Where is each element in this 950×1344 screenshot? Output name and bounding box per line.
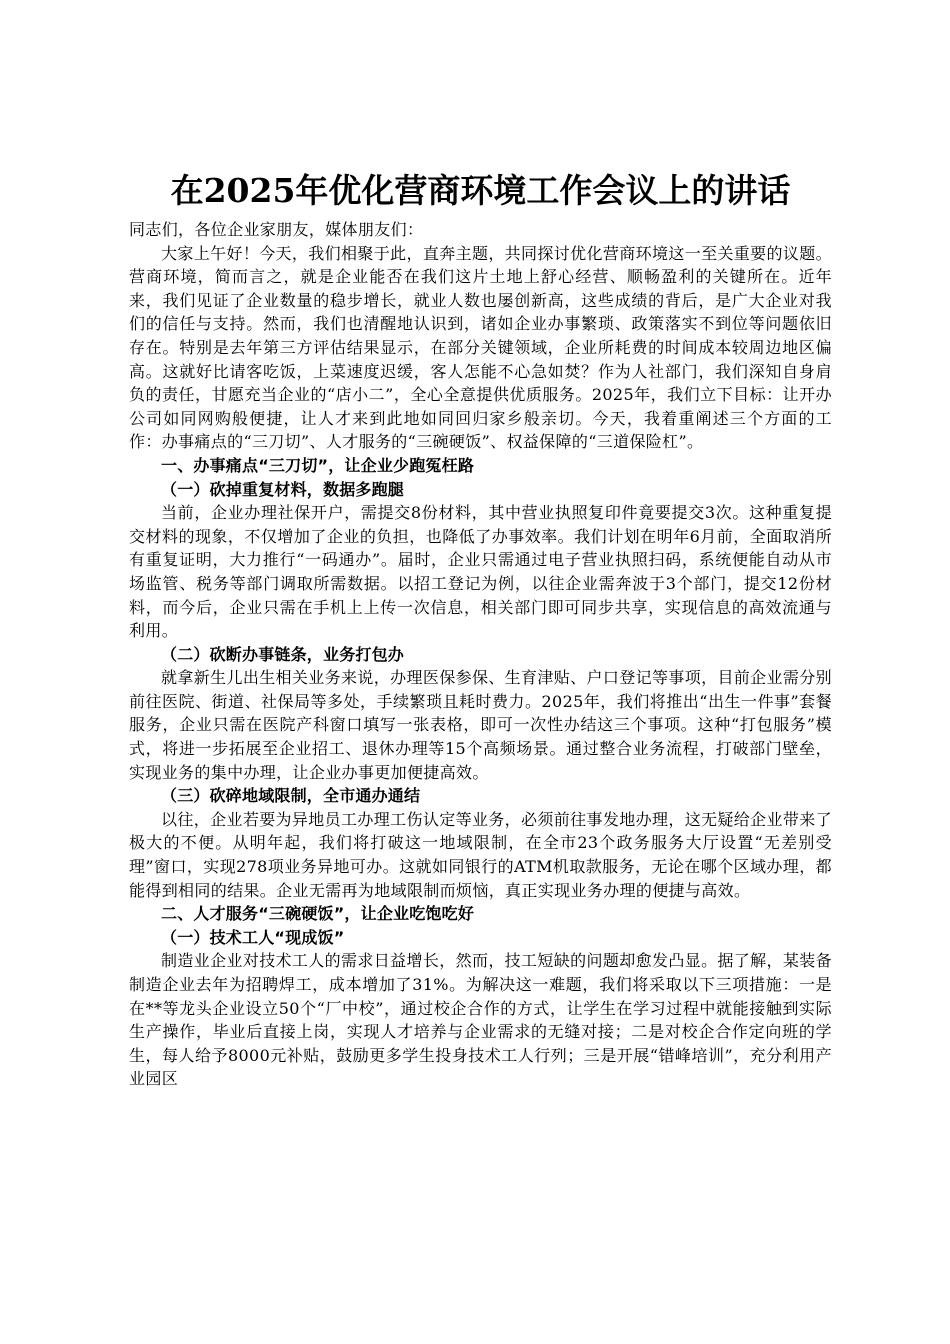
title-suffix: 年优化营商环境工作会议上的讲话	[295, 171, 791, 210]
section-1-sub-2-body: 就拿新生儿出生相关业务来说，办理医保参保、生育津贴、户口登记等事项，目前企业需分别前往医院、街道、社保局等多处，手续繁琐且耗时费力。2025年，我们将推出“出生一件事”套餐服务，企业只需在医院产科窗口填写一张表格，即可一次性办结这三个事项。这种“打包服务”模式，将进一步拓展至企业招工、退休办理等15个高频场景。通过整合业务流程，打破部门壁垒，实现业务的集中办理，让企业办事更加便捷高效。	[129, 668, 832, 782]
title-year: 2025	[203, 171, 296, 210]
document-page	[129, 168, 832, 1091]
section-1-sub-1-body: 当前，企业办理社保开户，需提交8份材料，其中营业执照复印件竟要提交3次。这种重复提交材料的现象，不仅增加了企业的负担，也降低了办事效率。我们计划在明年6月前，全面取消所有重复证明，大力推行“一码通办”。届时，企业只需通过电子营业执照扫码，系统便能自动从市场监管、税务等部门调取所需数据。以招工登记为例，以往企业需奔波于3个部门，提交12份材料，而今后，企业只需在手机上上传一次信息，相关部门即可同步共享，实现信息的高效流通与利用。	[129, 503, 832, 641]
section-1-sub-1-heading: （一）砍掉重复材料，数据多跑腿	[161, 479, 405, 499]
document-title	[129, 168, 832, 214]
section-2-heading: 二、人才服务“三碗硬饭”，让企业吃饱吃好	[161, 904, 475, 924]
section-2-sub-1-body: 制造业企业对技术工人的需求日益增长，然而，技工短缺的问题却愈发凸显。据了解，某装备制造企业去年为招聘焊工，成本增加了31%。为解决这一难题，我们将采取以下三项措施：一是在**等龙头企业设立50个“厂中校”，通过校企合作的方式，让学生在学习过程中就能接触到实际生产操作，毕业后直接上岗，实现人才培养与企业需求的无缝对接；二是对校企合作定向班的学生，每人给予8000元补贴，鼓励更多学生投身技术工人行列；三是开展“错峰培训”，充分利用产业园区	[129, 951, 832, 1089]
intro-paragraph: 大家上午好！今天，我们相聚于此，直奔主题，共同探讨优化营商环境这一至关重要的议题。营商环境，简而言之，就是企业能否在我们这片土地上舒心经营、顺畅盈利的关键所在。近年来，我们见证了企业数量的稳步增长，就业人数也屡创新高，这些成绩的背后，是广大企业对我们的信任与支持。然而，我们也清醒地认识到，诸如企业办事繁琐、政策落实不到位等问题依旧存在。特别是去年第三方评估结果显示，在部分关键领域，企业所耗费的时间成本较周边地区偏高。这就好比请客吃饭，上菜速度迟缓，客人怎能不心急如焚？作为人社部门，我们深知自身肩负的责任，甘愿充当企业的“店小二”，全心全意提供优质服务。2025年，我们立下目标：让开办公司如同网购般便捷，让人才来到此地如同回归家乡般亲切。今天，我着重阐述三个方面的工作：办事痛点的“三刀切”、人才服务的“三碗硬饭”、权益保障的“三道保险杠”。	[129, 243, 832, 452]
section-1-heading: 一、办事痛点“三刀切”，让企业少跑冤枉路	[161, 455, 475, 475]
section-2-sub-1-heading: （一）技术工人“现成饭”	[161, 927, 345, 947]
section-1-sub-2-heading: （二）砍断办事链条，业务打包办	[161, 644, 405, 664]
salutation: 同志们，各位企业家朋友，媒体朋友们：	[129, 220, 424, 239]
section-1-sub-3-heading: （三）砍碎地域限制，全市通办通结	[161, 786, 421, 806]
title-prefix: 在	[170, 171, 204, 210]
section-1-sub-3-body: 以往，企业若要为异地员工办理工伤认定等业务，必须前往事发地办理，这无疑给企业带来了极大的不便。从明年起，我们将打破这一地域限制，在全市23个政务服务大厅设置“无差别受理”窗口，实现278项业务异地可办。这就如同银行的ATM机取款服务，无论在哪个区域办理，都能得到相同的结果。企业无需再为地域限制而烦恼，真正实现业务办理的便捷与高效。	[129, 809, 832, 900]
